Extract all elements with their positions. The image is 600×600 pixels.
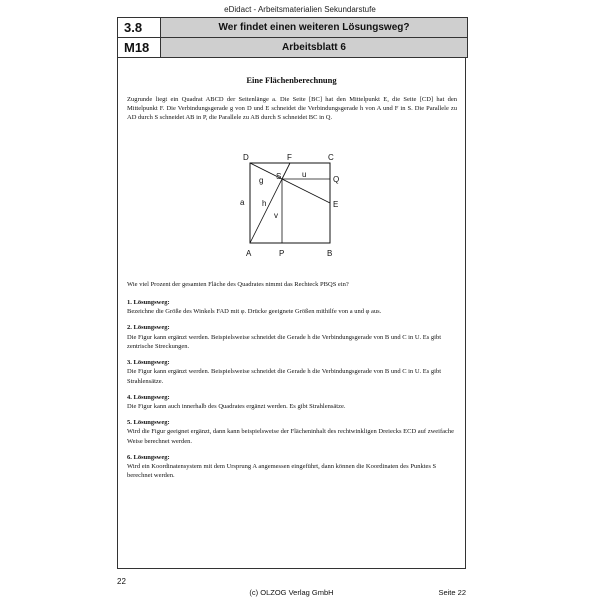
material-number: M18 — [118, 38, 161, 57]
solution-item — [127, 393, 457, 411]
solution-text: Die Figur kann auch innerhalb des Quadrates ergänzt werden. Es gibt Strahlensätze. — [127, 402, 346, 410]
square-diagram — [238, 148, 348, 263]
label-a: a — [240, 198, 245, 207]
solution-item — [127, 418, 457, 446]
solution-title: 1. Lösungsweg: — [127, 299, 170, 306]
solution-item — [127, 453, 457, 481]
solutions-list — [127, 298, 457, 488]
label-Q: Q — [333, 175, 340, 184]
solution-text: Wird ein Koordinatensystem mit dem Ursprung A angemessen eingeführt, dann können die Koordinaten des Punktes S berechnet werden. — [127, 463, 437, 480]
label-F: F — [287, 153, 292, 162]
square-figure — [238, 148, 348, 263]
label-C: C — [328, 153, 334, 162]
page-number-left: 22 — [117, 577, 126, 586]
intro-text: Zugrunde liegt ein Quadrat ABCD der Seitenlänge a. Die Seite [BC] hat den Mittelpunkt E, die Seite [CD] hat den Mittelpunkt F. Die Verbindungsgerade g von D und E schneidet die Verbindungsgerade h von A und F in S. Die Parallele zu AD durch S schneidet AB in P, die Parallele zu AB durch S schneidet BC in Q. — [127, 96, 457, 122]
content-title: Eine Flächenberechnung — [246, 75, 337, 85]
solution-text: Die Figur kann ergänzt werden. Beispielsweise schneidet die Gerade h die Verbindungsgerade von B und C in U. Es gibt zentrische Streckungen. — [127, 333, 442, 350]
header-row-chapter — [118, 18, 467, 37]
header-row-material — [118, 37, 467, 57]
label-v: v — [274, 211, 278, 220]
label-g: g — [259, 176, 264, 185]
worksheet-header — [117, 17, 468, 58]
solution-title: 4. Lösungsweg: — [127, 393, 170, 401]
line-sf — [282, 163, 290, 179]
solution-title: 3. Lösungsweg: — [127, 359, 170, 367]
label-A: A — [246, 249, 252, 258]
top-caption: eDidact - Arbeitsmaterialien Sekundarstufe — [224, 5, 376, 14]
label-B: B — [327, 249, 333, 258]
solution-title: 6. Lösungsweg: — [127, 453, 170, 461]
label-P: P — [279, 249, 285, 258]
solution-item — [127, 358, 457, 386]
solution-text: Bezeichne die Größe des Winkels FAD mit φ. Drücke geeignete Größen mithilfe von a und φ aus. — [127, 308, 382, 316]
chapter-title: Wer findet einen weiteren Lösungsweg? — [161, 18, 467, 37]
question-text: Wie viel Prozent der gesamten Fläche des Quadrates nimmt das Rechteck PBQS ein? — [127, 281, 349, 288]
solution-title: 2. Lösungsweg: — [127, 324, 170, 332]
label-D: D — [243, 153, 249, 162]
label-E: E — [333, 200, 339, 209]
solution-item — [127, 323, 457, 351]
worksheet-content — [117, 57, 466, 569]
footer-page-label: Seite 22 — [438, 588, 466, 597]
label-S: S — [276, 172, 282, 181]
solution-text: Die Figur kann ergänzt werden. Beispielsweise schneidet die Gerade h die Verbindungsgerade von B und C in U. Es gibt Strahlensätze. — [127, 368, 442, 385]
solution-title: 5. Lösungsweg: — [127, 419, 170, 427]
label-u: u — [302, 170, 307, 179]
chapter-number: 3.8 — [118, 18, 161, 37]
solution-text: Wird die Figur geeignet ergänzt, dann kann beispielsweise der Flächeninhalt des rechtwinkligen Dreiecks ECD auf zweifache Weise berechnet werden. — [127, 428, 455, 445]
footer-copyright: (c) OLZOG Verlag GmbH — [249, 588, 334, 597]
material-title: Arbeitsblatt 6 — [161, 38, 467, 57]
label-h: h — [262, 199, 267, 208]
solution-item — [127, 298, 457, 316]
